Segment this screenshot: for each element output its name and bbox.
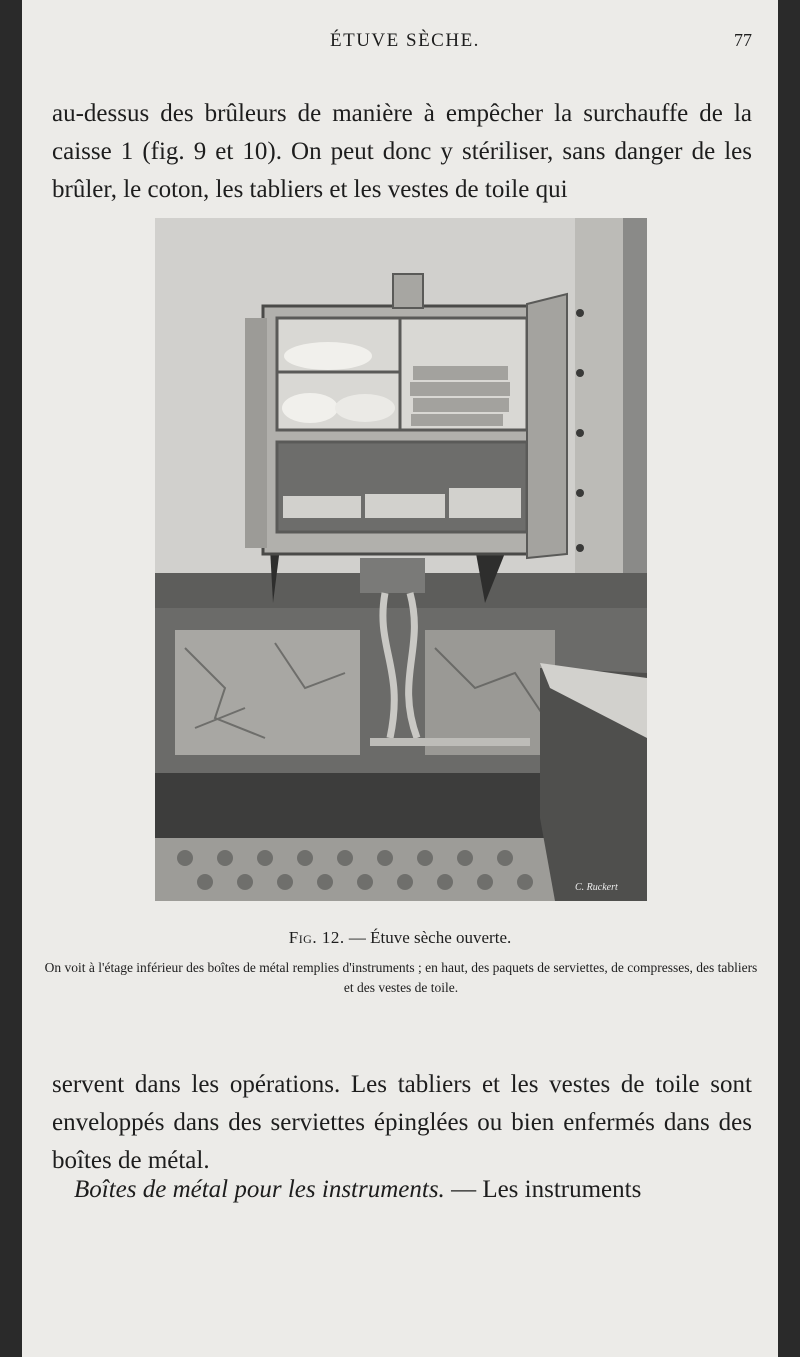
- running-title: ÉTUVE SÈCHE.: [330, 30, 480, 51]
- figure-note: On voit à l'étage inférieur des boîtes de métal remplies d'instruments ; en haut, des paquets de serviettes, de compresses, des tabliers et des vestes de toile.: [44, 960, 758, 995]
- section-opening: [74, 1172, 754, 1208]
- book-page: [22, 0, 778, 1357]
- artist-signature: C. Ruckert: [575, 882, 618, 893]
- figure-photo: [155, 218, 647, 901]
- page-number: 77: [734, 30, 752, 50]
- page-header: [22, 30, 778, 54]
- section-text: — Les instruments: [451, 1176, 642, 1203]
- paragraph-bottom: servent dans les opérations. Les tabliers et les vestes de toile sont enveloppés dans des serviettes épinglées ou bien enfermés dans des boîtes de métal.: [52, 1071, 752, 1174]
- figure-label: Fig. 12.: [288, 928, 345, 947]
- paragraph-top: au-dessus des brûleurs de manière à empêcher la surchauffe de la caisse 1 (fig. 9 et 10). On peut donc y stériliser, sans danger de les brûler, le coton, les tabliers et les vestes de toile qui: [52, 100, 752, 203]
- figure-title: — Étuve sèche ouverte.: [348, 928, 512, 947]
- steriliser-cabinet-photo: [155, 218, 647, 901]
- section-heading: Boîtes de métal pour les instruments.: [74, 1176, 445, 1203]
- figure-caption: [22, 928, 778, 948]
